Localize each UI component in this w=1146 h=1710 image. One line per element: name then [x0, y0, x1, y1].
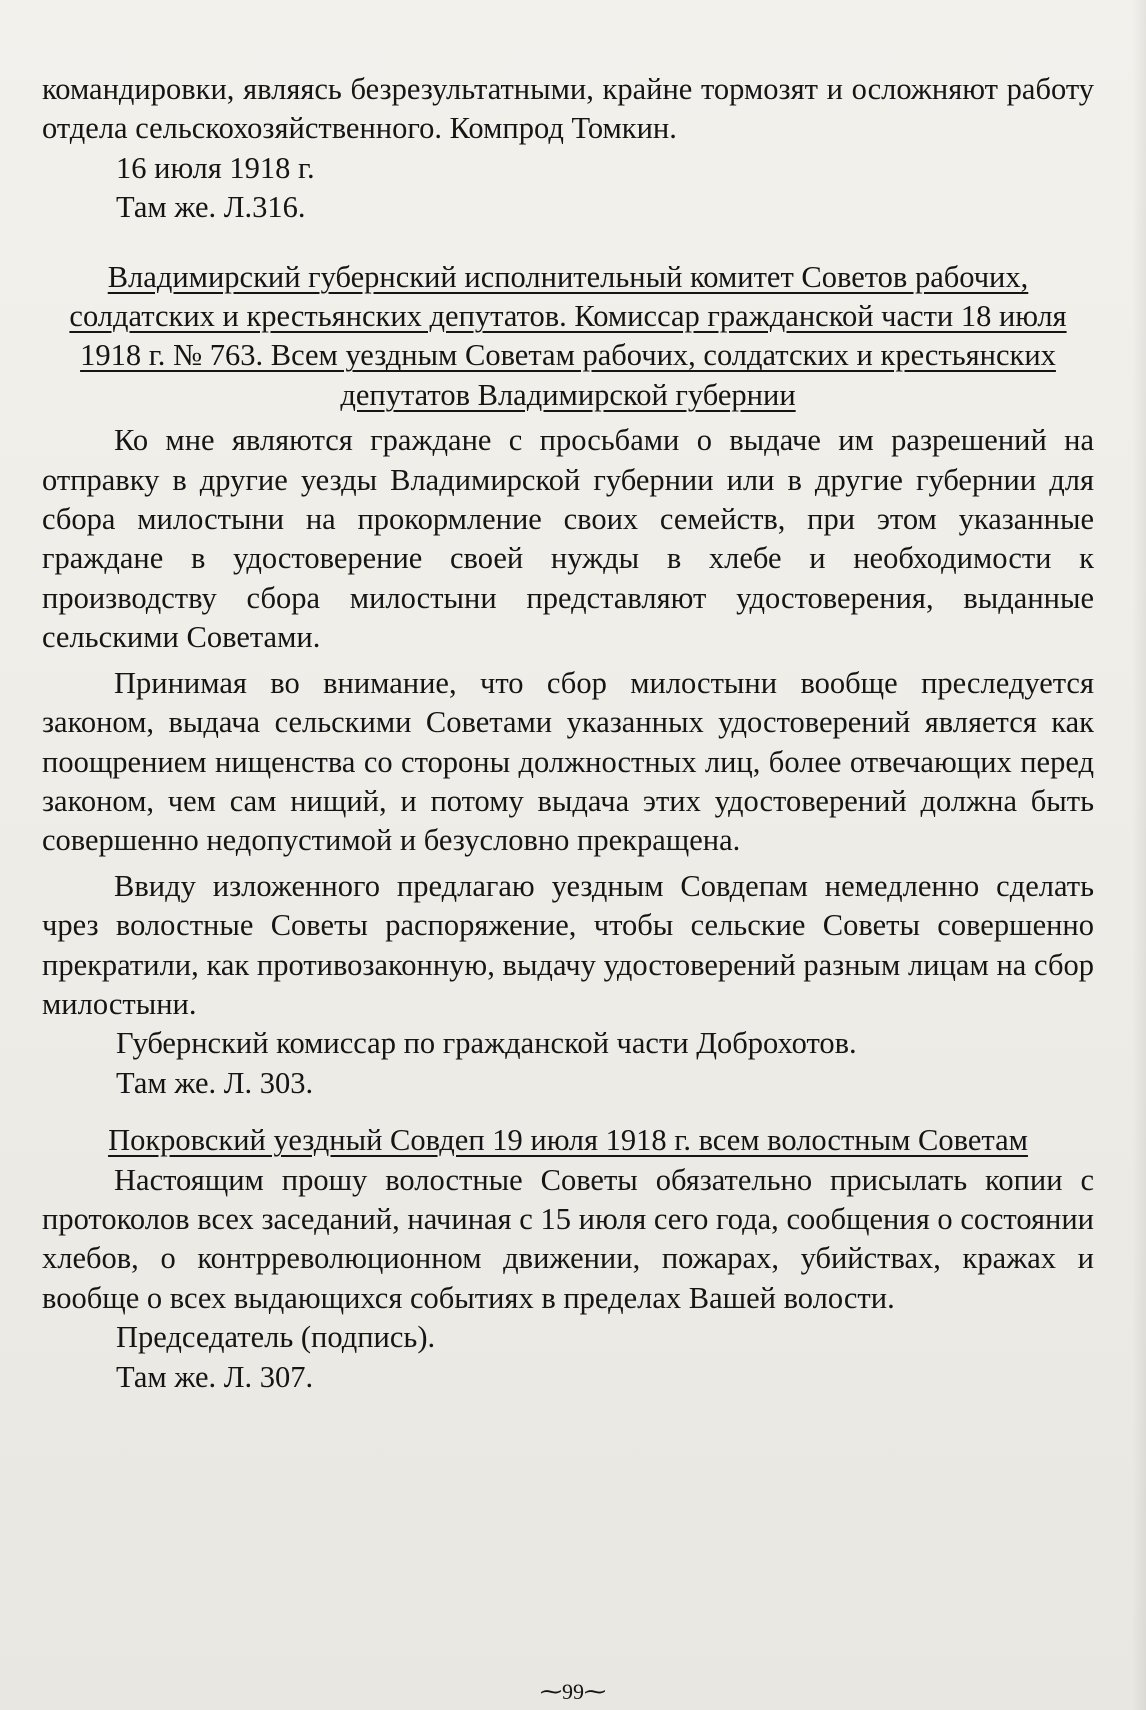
intro-source: Там же. Л.316.	[116, 190, 306, 225]
intro-date: 16 июля 1918 г.	[116, 150, 315, 185]
doc1-signature: Губернский комиссар по гражданской части Доброхотов.	[116, 1026, 857, 1061]
page-number	[0, 1680, 1146, 1704]
section-spacer	[42, 1103, 1094, 1121]
doc1-paragraph-3: Ввиду изложенного предлагаю уездным Совдепам немедленно сделать чрез волостные Советы распоряжение, чтобы сельские Советы совершенно прекратили, как противозаконную, выдачу удостоверений разным лицам на сбор милостыни.	[42, 868, 1094, 1021]
intro-paragraph: командировки, являясь безрезультатными, крайне тормозят и осложняют работу отдела сельскохозяйственного. Компрод Томкин.	[42, 72, 1094, 146]
doc1-paragraph-2: Принимая во внимание, что сбор милостыни вообще преследуется законом, выдача сельскими Советами указанных удостоверений является как поощрением нищенства со стороны должностных лиц, более отвечающих перед законом, чем сам нищий, и потому выдача этих удостоверений должна быть совершенно недопустимой и безусловно прекращена.	[42, 665, 1094, 858]
doc1-paragraph-1: Ко мне являются граждане с просьбами о выдаче им разрешений на отправку в другие уезды Владимирской губернии или в другие губернии для сбора милостыни на прокормление своих семейств, при этом указанные граждане в удостоверение своей нужды в хлебе и необходимости к производству сбора милостыни представляют удостоверения, выданные сельскими Советами.	[42, 423, 1094, 655]
page-edge-shadow	[1132, 0, 1146, 1710]
doc1-heading: Владимирский губернский исполнительный комитет Советов рабочих, солдатских и крестьянских депутатов. Комиссар гражданской части 18 июля 1918 г. № 763. Всем уездным Советам рабочих, солдатских и крестьянских депутатов Владимирской губернии	[69, 259, 1067, 412]
section-spacer	[42, 228, 1094, 258]
doc2-paragraph-1: Настоящим прошу волостные Советы обязательно присылать копии с протоколов всех заседаний, начиная с 15 июля сего года, сообщения о состоянии хлебов, о контрреволюционном движении, пожарах, убийствах, кражах и вообще о всех выдающихся событиях в пределах Вашей волости.	[42, 1162, 1094, 1315]
page-ornament-left: ⁓	[540, 1679, 562, 1704]
doc2-signature: Председатель (подпись).	[116, 1320, 436, 1355]
doc1-source: Там же. Л. 303.	[116, 1065, 314, 1100]
page-body	[42, 70, 1094, 1397]
page-ornament-right: ⁓	[584, 1679, 606, 1704]
page-number-value: 99	[562, 1679, 584, 1704]
doc2-heading: Покровский уездный Совдеп 19 июля 1918 г. всем волостным Советам	[108, 1123, 1028, 1158]
doc2-source: Там же. Л. 307.	[116, 1359, 314, 1394]
